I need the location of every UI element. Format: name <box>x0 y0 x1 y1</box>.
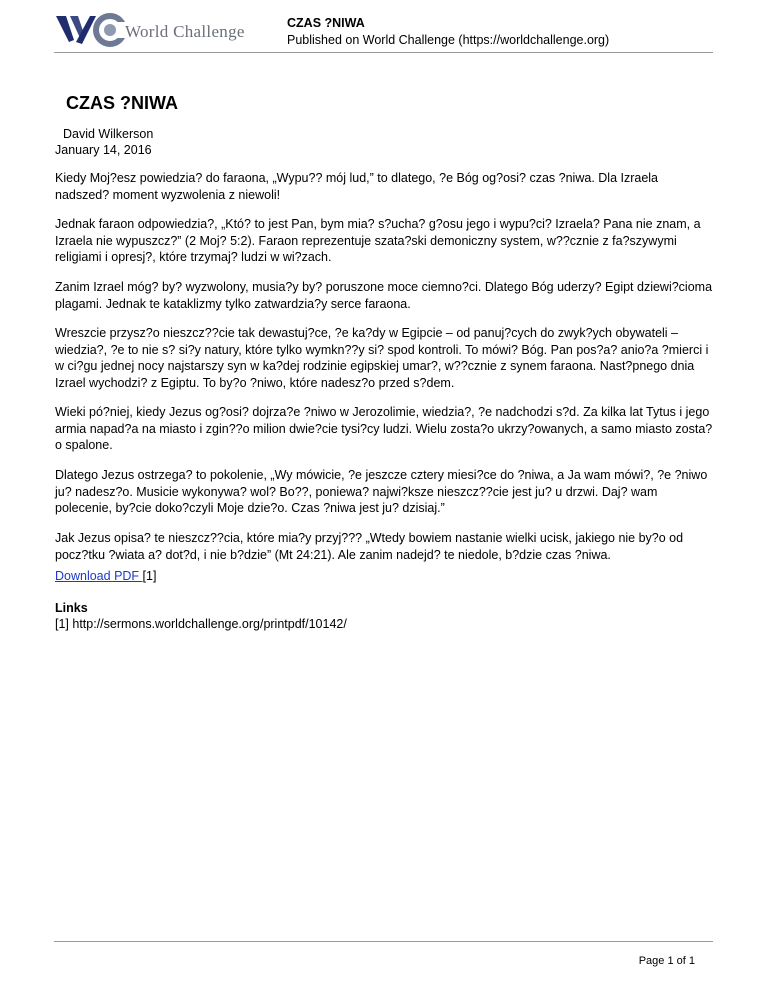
page-header <box>0 0 768 60</box>
header-published: Published on World Challenge (https://worldchallenge.org) <box>287 33 610 47</box>
header-doc-title: CZAS ?NIWA <box>287 16 365 30</box>
paragraph: Jak Jezus opisa? te nieszcz??cia, które mia?y przyj??? „Wtedy bowiem nastanie wielki ucisk, jakiego nie by?o od pocz?tku ?wiata a? dot?d, i nie b?dzie” (Mt 24:21). Ale zanim nadejd? te niedole, b?dzie czas ?niwa. <box>55 531 684 562</box>
author: David Wilkerson <box>63 127 154 141</box>
header-meta <box>287 15 609 49</box>
article-title: CZAS ?NIWA <box>66 93 178 113</box>
download-ref: [1] <box>142 569 157 583</box>
byline <box>55 126 153 158</box>
logo-text: World Challenge <box>125 22 245 41</box>
link-item: [1] http://sermons.worldchallenge.org/printpdf/10142/ <box>55 617 347 631</box>
links-heading: Links <box>55 601 88 615</box>
logo-wc-mark <box>56 12 126 48</box>
page-number: Page 1 of 1 <box>638 955 695 967</box>
paragraph: Wreszcie przysz?o nieszcz??cie tak dewastuj?ce, ?e ka?dy w Egipcie – od panuj?cych do zwyk?ych obywateli – wiedzia?, ?e to nie s? si?y natury, które tylko wymkn??y si? spod kontroli. To mówi? Bóg. Pan pos?a? anio?a ?mierci i w ci?gu jednej nocy najstarszy syn w ka?dej rodzinie egipskiej umar?, w??cznie z synem faraona. Nast?pnego dnia Izrael wychodzi? z Egiptu. To by?o ?niwo, które nadesz?o przed s?dem. <box>55 326 709 390</box>
download-row <box>55 569 156 583</box>
paragraph: Jednak faraon odpowiedzia?, „Któ? to jest Pan, bym mia? s?ucha? g?osu jego i wypu?ci? Izraela? Pana nie znam, a Izraela nie wypuszcz?” (2 Moj? 5:2). Faraon reprezentuje szata?ski demoniczny system, w??cznie z fa?szywymi religiami i opresj?, które trzymaj? ludzi w wi?zach. <box>55 217 701 264</box>
paragraph: Kiedy Moj?esz powiedzia? do faraona, „Wypu?? mój lud,” to dlatego, ?e Bóg og?osi? czas ?niwa. Dla Izraela nadszed? moment wyzwolenia z niewoli! <box>55 171 659 202</box>
download-pdf-link[interactable]: Download PDF <box>55 569 143 583</box>
paragraph: Zanim Izrael móg? by? wyzwolony, musia?y by? poruszone moce ciemno?ci. Dlatego Bóg uderzy? Egipt dziewi?cioma plagami. Jednak te kataklizmy tylko zatwardzia?y serce faraona. <box>55 280 713 311</box>
links-section <box>55 600 347 632</box>
footer-divider <box>54 941 713 942</box>
header-divider <box>54 52 713 53</box>
paragraph: Dlatego Jezus ostrzega? to pokolenie, „Wy mówicie, ?e jeszcze cztery miesi?ce do ?niwa, a Ja wam mówi?, ?e ?niwo ju? nadesz?o. Musicie wykonywa? wol? Bo??, poniewa? najwi?ksze nieszcz??cie jest ju? u drzwi. Daj? wam polecenie, by?cie doko?czyli Moje dzie?o. Czas ?niwa jest ju? dzisiaj.” <box>55 468 708 515</box>
publish-date: January 14, 2016 <box>55 143 152 157</box>
paragraph: Wieki pó?niej, kiedy Jezus og?osi? dojrza?e ?niwo w Jerozolimie, wiedzia?, ?e nadchodzi s?d. Za kilka lat Tytus i jego armia napad?a na miasto i zgin??o milion dwie?cie tysi?cy ludzi. Wielu zosta?o ukrzy?owanych, a samo miasto zosta?o spalone. <box>55 405 713 452</box>
world-challenge-logo <box>56 12 268 52</box>
